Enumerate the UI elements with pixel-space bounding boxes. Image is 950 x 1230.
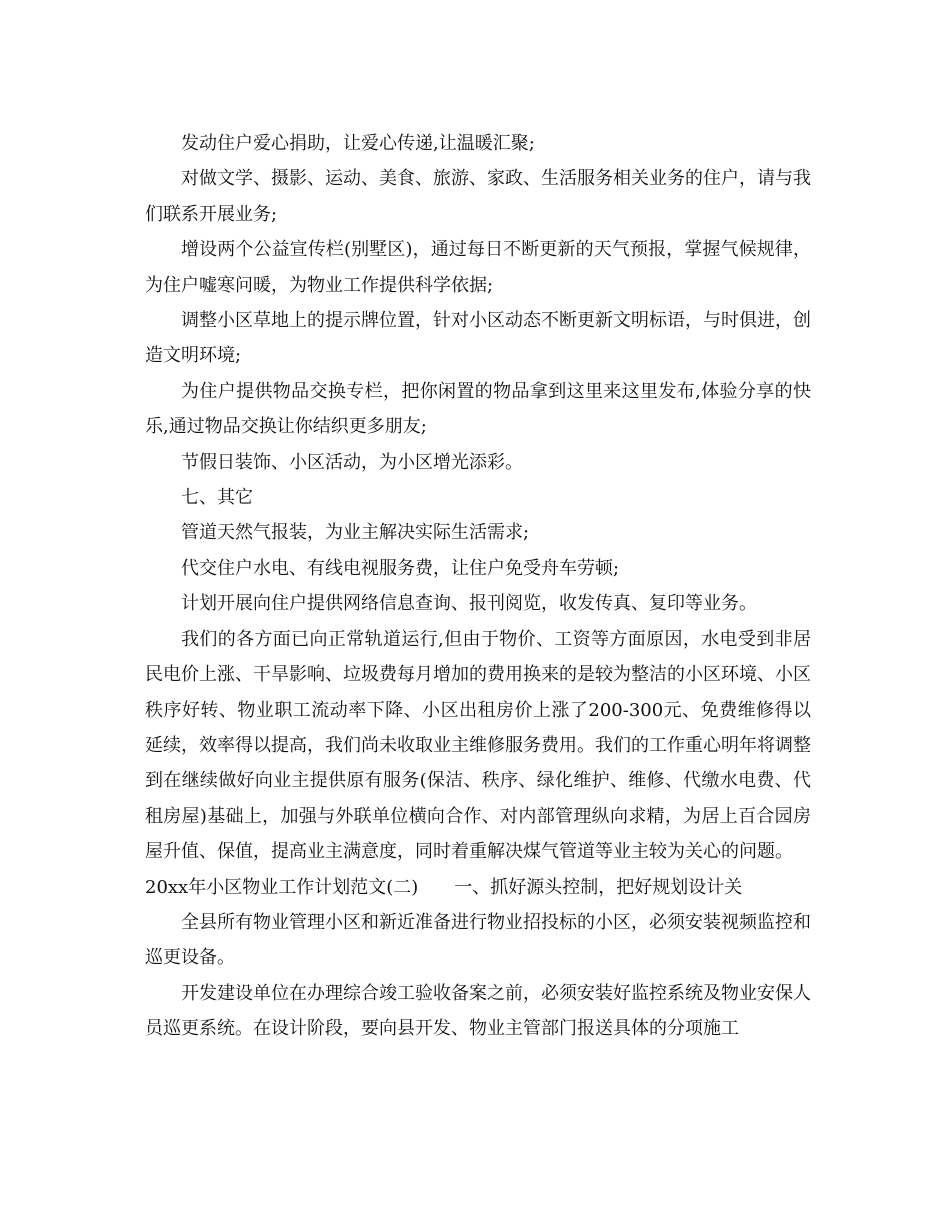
paragraph-acceptance: 开发建设单位在办理综合竣工验收备案之前，必须安装好监控系统及物业安保人员巡更系统。在设计阶段，要向县开发、物业主管部门报送具体的分项施工 [145,982,811,1040]
paragraph-surveillance: 全县所有物业管理小区和新近准备进行物业招投标的小区，必须安装视频监控和巡更设备。 [145,911,811,969]
paragraph-signage: 调整小区草地上的提示牌位置，针对小区动态不断更新文明标语，与时俱进，创造文明环境; [145,310,811,367]
section-heading-other: 七、其它 [181,487,253,509]
document-section-title: 20xx年小区物业工作计划范文(二) 一、抓好源头控制，把好规划设计关 [145,876,743,898]
paragraph-utility-payment: 代交住户水电、有线电视服务费，让住户免受舟车劳顿; [181,557,620,579]
paragraph-bulletin-board: 增设两个公益宣传栏(别墅区)，通过每日不断更新的天气预报，掌握气候规律，为住户嘘寒问暖，为物业工作提供科学依据; [145,239,811,296]
paragraph-business-contact: 对做文学、摄影、运动、美食、旅游、家政、生活服务相关业务的住户，请与我们联系开展业务; [145,168,811,225]
document-body [145,126,811,1047]
paragraph-exchange-column: 为住户提供物品交换专栏，把你闲置的物品拿到这里来这里发布,体验分享的快乐,通过物品交换让你结织更多朋友; [145,380,811,438]
paragraph-holiday-decor: 节假日装饰、小区活动，为小区增光添彩。 [181,451,523,473]
paragraph-donation: 发动住户爱心捐助，让爱心传递,让温暖汇聚; [181,133,535,154]
paragraph-info-services: 计划开展向住户提供网络信息查询、报刊阅览，收发传真、复印等业务。 [181,593,757,615]
paragraph-gas-service: 管道天然气报装，为业主解决实际生活需求; [181,522,530,544]
paragraph-summary: 我们的各方面已向正常轨道运行,但由于物价、工资等方面原因，水电受到非居民电价上涨、干旱影响、垃圾费每月增加的费用换来的是较为整洁的小区环境、小区秩序好转、物业职工流动率下降、小区出租房价上涨了200-300元、免费维修得以延续，效率得以提高，我们尚未收取业主维修服务费用。我们的工作重心明年将调整到在继续做好向业主提供原有服务(保洁、秩序、绿化维护、维修、代缴水电费、代租房屋)基础上，加强与外联单位横向合作、对内部管理纵向求精，为居上百合园房屋升值、保值，提高业主满意度，同时着重解决煤气管道等业主较为关心的问题。 [145,628,811,863]
